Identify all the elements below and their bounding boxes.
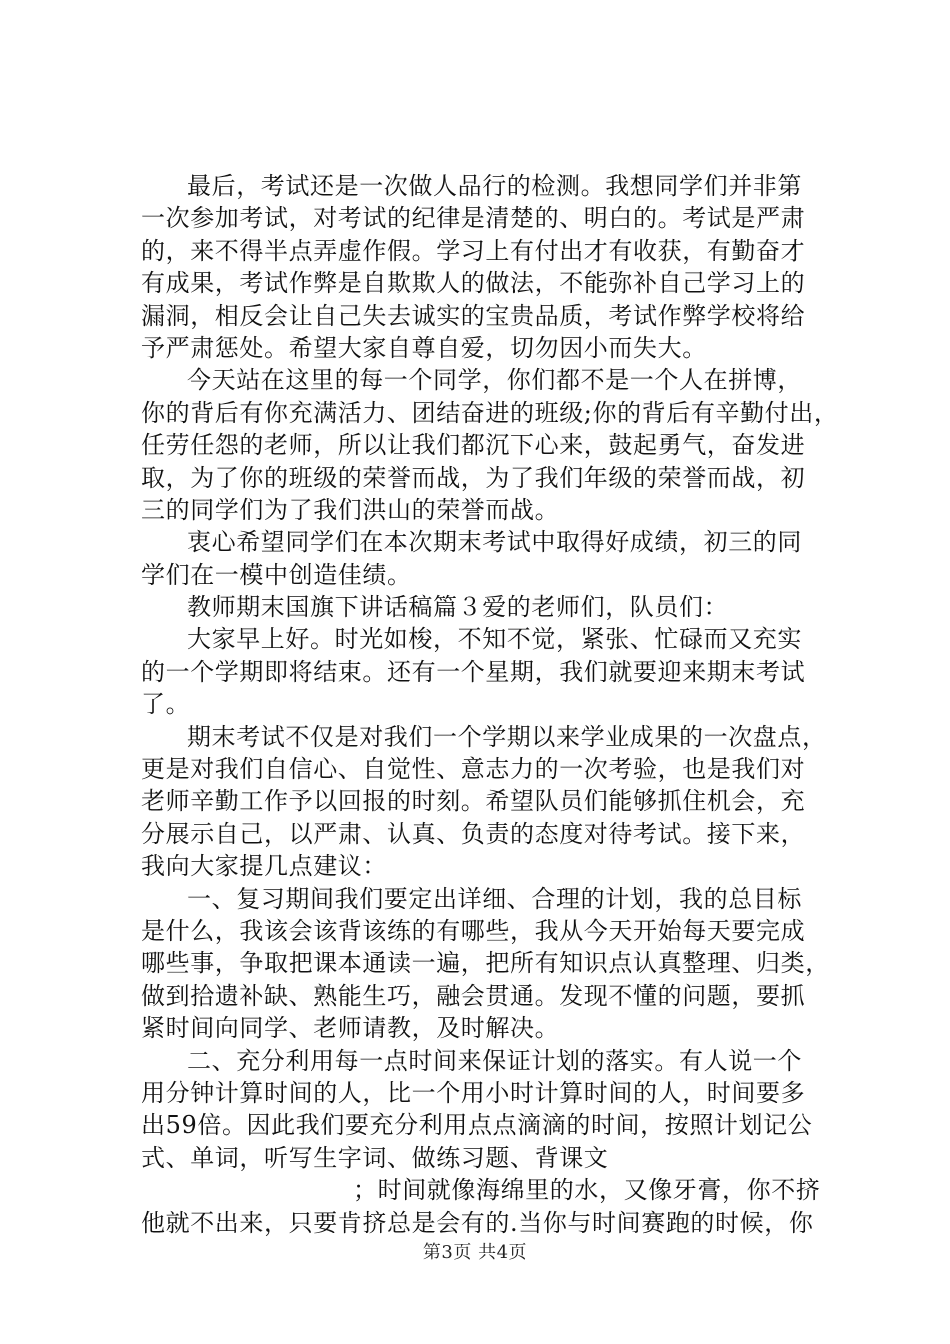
text-line: 出59倍。因此我们要充分利用点点滴滴的时间，按照计划记公 <box>141 1111 813 1140</box>
text-line: 期末考试不仅是对我们一个学期以来学业成果的一次盘点， <box>187 722 827 751</box>
text-line: 大家早上好。时光如梭，不知不觉，紧张、忙碌而又充实 <box>187 625 802 654</box>
text-line: 我向大家提几点建议： <box>141 852 387 881</box>
text-line: 的一个学期即将结束。还有一个星期，我们就要迎来期末考试 <box>141 657 806 686</box>
text-line: 今天站在这里的每一个同学，你们都不是一个人在拼博， <box>187 366 802 395</box>
text-line: 衷心希望同学们在本次期末考试中取得好成绩，初三的同 <box>187 528 802 557</box>
text-line: 有成果，考试作弊是自欺欺人的做法，不能弥补自己学习上的 <box>141 269 806 298</box>
text-line: 紧时间向同学、老师请教，及时解决。 <box>141 1014 560 1043</box>
text-line: 教师期末国旗下讲话稿篇３爱的老师们，队员们： <box>187 593 729 622</box>
text-line: 取，为了你的班级的荣誉而战，为了我们年级的荣誉而战，初 <box>141 463 806 492</box>
text-line: 学们在一模中创造佳绩。 <box>141 560 412 589</box>
text-line: 你的背后有你充满活力、团结奋进的班级;你的背后有辛勤付出， <box>141 398 839 427</box>
text-line: 的，来不得半点弄虚作假。学习上有付出才有收获，有勤奋才 <box>141 236 806 265</box>
text-line: 式、单词，听写生字词、做练习题、背课文 <box>141 1143 609 1172</box>
text-line: 做到拾遗补缺、熟能生巧，融会贯通。发现不懂的问题，要抓 <box>141 981 806 1010</box>
text-line: 任劳任怨的老师，所以让我们都沉下心来，鼓起勇气，奋发进 <box>141 431 806 460</box>
text-line: 二、充分利用每一点时间来保证计划的落实。有人说一个 <box>187 1046 802 1075</box>
text-line: 是什么，我该会该背该练的有哪些，我从今天开始每天要完成 <box>141 916 806 945</box>
text-line: 最后，考试还是一次做人品行的检测。我想同学们并非第 <box>187 172 802 200</box>
body-text <box>141 170 839 1239</box>
text-line: 他就不出来，只要肯挤总是会有的.当你与时间赛跑的时候，你 <box>141 1208 814 1237</box>
text-line: 哪些事，争取把课本通读一遍，把所有知识点认真整理、归类， <box>141 949 830 978</box>
text-line: 三的同学们为了我们洪山的荣誉而战。 <box>141 495 560 524</box>
text-line: 漏洞，相反会让自己失去诚实的宝贵品质，考试作弊学校将给 <box>141 301 806 330</box>
text-line: 予严肃惩处。希望大家自尊自爱，切勿因小而失大。 <box>141 333 707 362</box>
page-footer: 第3页 共4页 <box>422 1242 528 1263</box>
text-line: 一次参加考试，对考试的纪律是清楚的、明白的。考试是严肃 <box>141 204 806 233</box>
text-line: 老师辛勤工作予以回报的时刻。希望队员们能够抓住机会，充 <box>141 787 806 816</box>
text-line: 用分钟计算时间的人，比一个用小时计算时间的人，时间要多 <box>141 1078 806 1107</box>
text-line: ；时间就像海绵里的水，又像牙膏，你不挤 <box>353 1176 821 1205</box>
text-line: 一、复习期间我们要定出详细、合理的计划，我的总目标 <box>187 884 802 913</box>
text-line: 更是对我们自信心、自觉性、意志力的一次考验，也是我们对 <box>141 755 806 784</box>
text-line: 分展示自己，以严肃、认真、负责的态度对待考试。接下来， <box>141 819 806 848</box>
text-line: 了。 <box>141 690 191 719</box>
